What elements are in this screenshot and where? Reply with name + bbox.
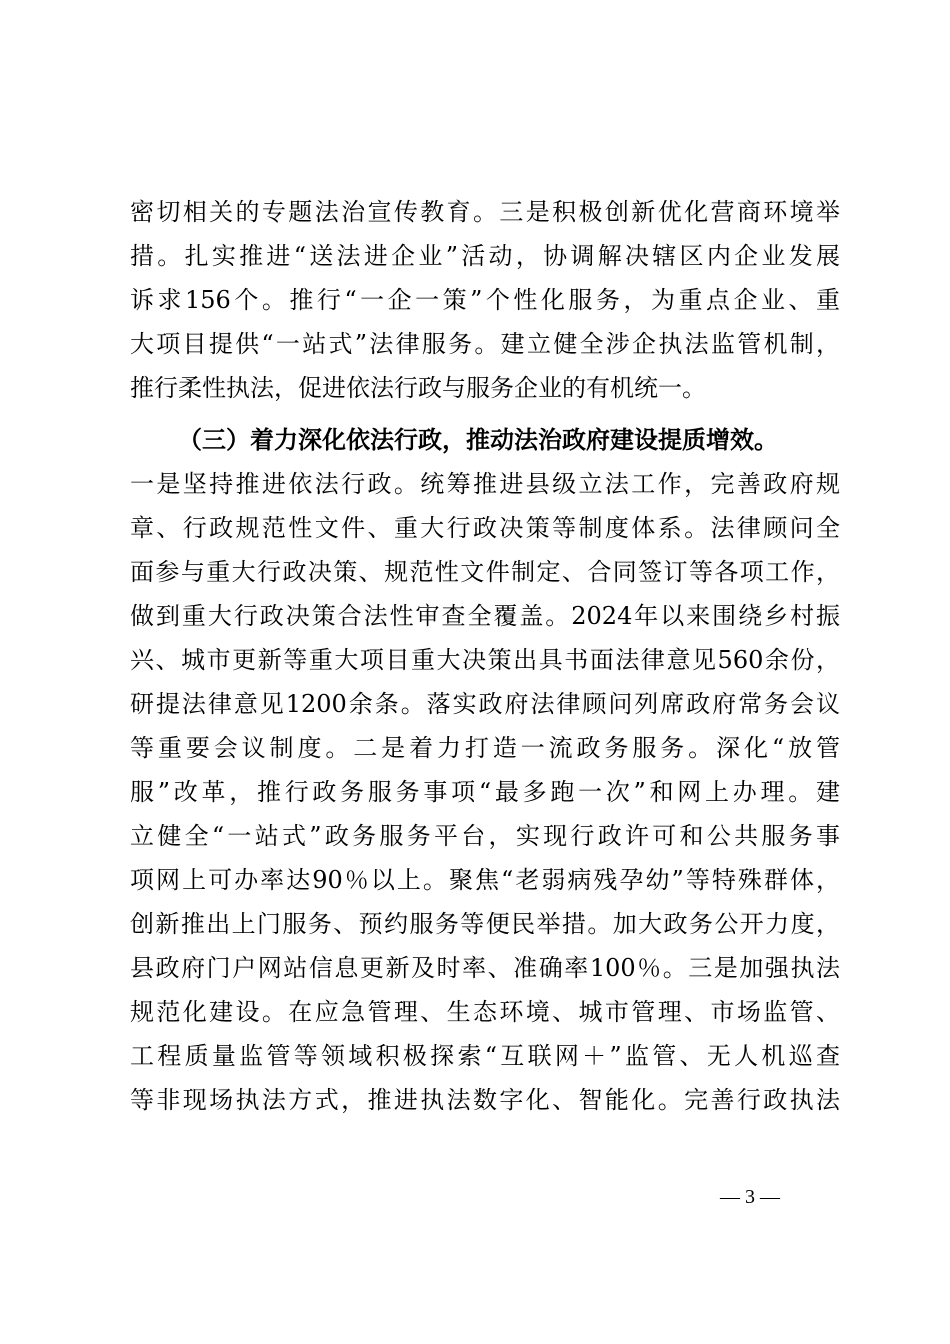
body-text-line: 章、行政规范性文件、重大行政决策等制度体系。法律顾问全: [130, 514, 840, 542]
body-text-line: 一是坚持推进依法行政。统筹推进县级立法工作，完善政府规: [130, 470, 840, 498]
page-number: — 3 —: [720, 1186, 780, 1208]
body-text-line: 面参与重大行政决策、规范性文件制定、合同签订等各项工作，: [130, 558, 840, 586]
body-text-line: 规范化建设。在应急管理、生态环境、城市管理、市场监管、: [130, 998, 840, 1026]
body-text-line: 诉求156个。推行“一企一策”个性化服务，为重点企业、重: [130, 286, 840, 314]
body-text-line: 工程质量监管等领域积极探索“互联网＋”监管、无人机巡查: [130, 1042, 840, 1070]
body-text-line: 密切相关的专题法治宣传教育。三是积极创新优化营商环境举: [130, 198, 840, 226]
body-text-line: 创新推出上门服务、预约服务等便民举措。加大政务公开力度，: [130, 910, 840, 938]
body-text-line: 研提法律意见1200余条。落实政府法律顾问列席政府常务会议: [130, 690, 840, 718]
body-text-line: 兴、城市更新等重大项目重大决策出具书面法律意见560余份，: [130, 646, 840, 674]
body-text-line: 等重要会议制度。二是着力打造一流政务服务。深化“放管: [130, 734, 840, 762]
body-text-line: 措。扎实推进“送法进企业”活动，协调解决辖区内企业发展: [130, 242, 840, 270]
body-text-line: 立健全“一站式”政务服务平台，实现行政许可和公共服务事: [130, 822, 840, 850]
body-text-line: 等非现场执法方式，推进执法数字化、智能化。完善行政执法: [130, 1086, 840, 1114]
body-text-line: 县政府门户网站信息更新及时率、准确率100％。三是加强执法: [130, 954, 840, 982]
body-text-line: 做到重大行政决策合法性审查全覆盖。2024年以来围绕乡村振: [130, 602, 840, 630]
body-text-line: 项网上可办率达90％以上。聚焦“老弱病残孕幼”等特殊群体，: [130, 866, 840, 894]
body-text-line: 推行柔性执法，促进依法行政与服务企业的有机统一。: [130, 374, 706, 402]
body-text-line: 服”改革，推行政务服务事项“最多跑一次”和网上办理。建: [130, 778, 840, 806]
body-text-line: 大项目提供“一站式”法律服务。建立健全涉企执法监管机制，: [130, 330, 840, 358]
section-heading: （三）着力深化依法行政，推动法治政府建设提质增效。: [178, 425, 778, 454]
